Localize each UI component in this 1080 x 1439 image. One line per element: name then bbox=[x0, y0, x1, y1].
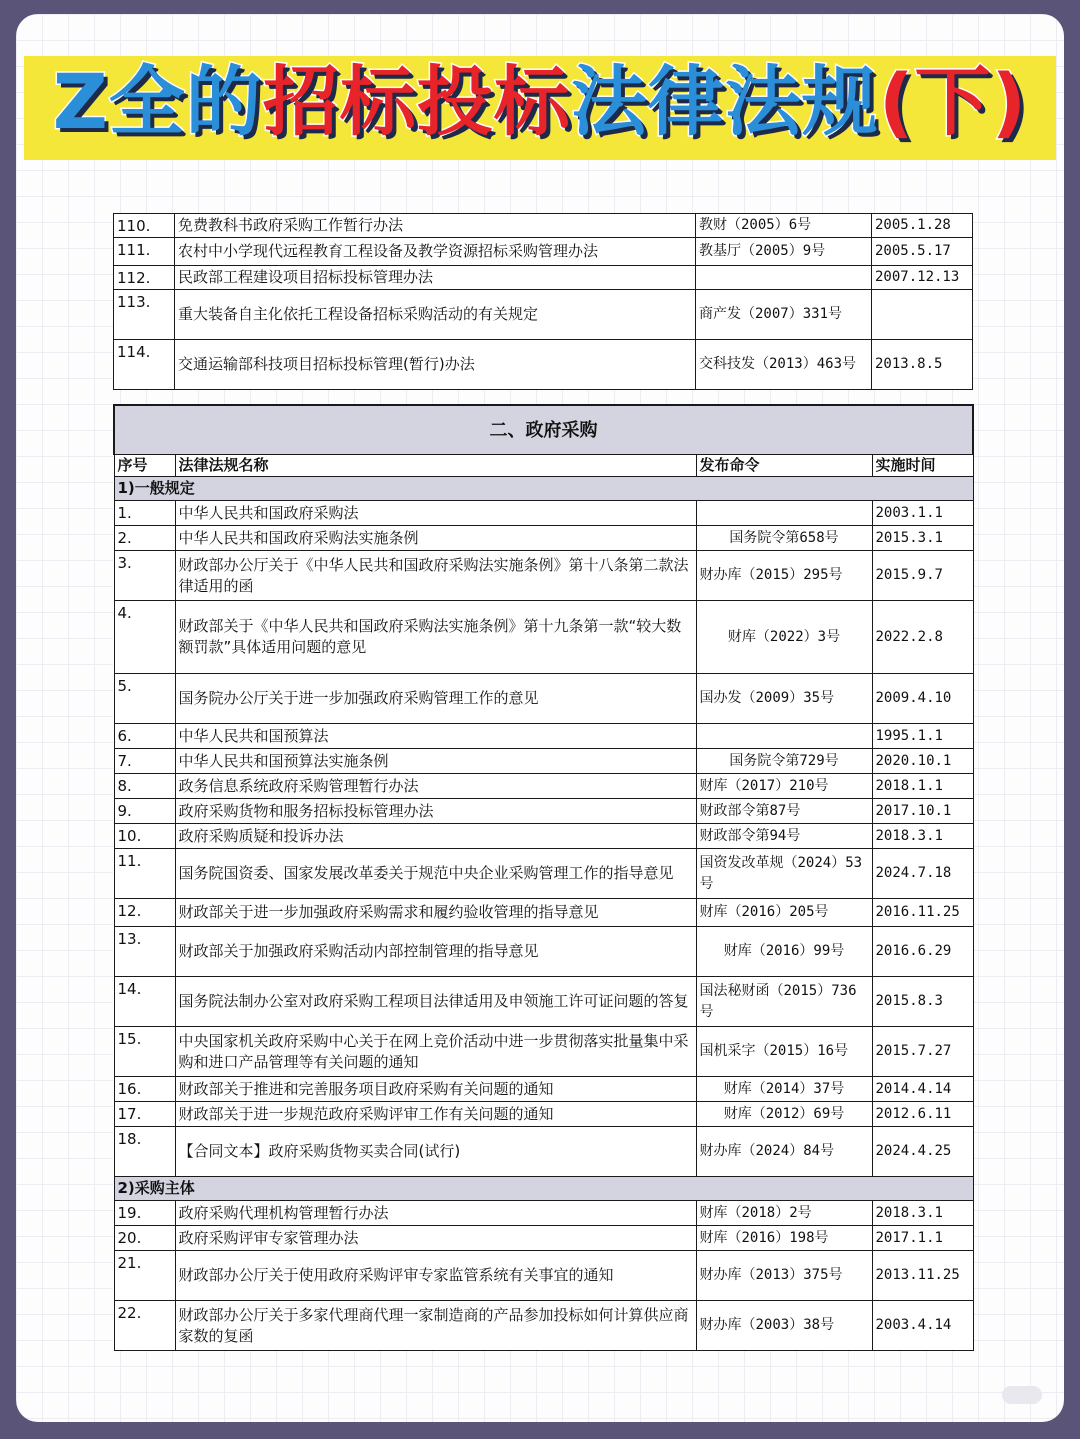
row-law-name: 中华人民共和国政府采购法 bbox=[175, 501, 696, 526]
row-issuing-order: 财办库（2013）375号 bbox=[696, 1251, 872, 1301]
row-law-name: 中华人民共和国预算法 bbox=[175, 724, 696, 749]
row-issuing-order: 国资发改革规（2024）53号 bbox=[696, 849, 872, 899]
row-effective-date: 2007.12.13 bbox=[872, 266, 973, 290]
row-number: 11. bbox=[114, 849, 175, 899]
row-number: 22. bbox=[114, 1301, 175, 1351]
row-number: 12. bbox=[114, 899, 175, 927]
row-issuing-order: 财政部令第94号 bbox=[696, 824, 872, 849]
row-effective-date: 2005.5.17 bbox=[872, 238, 973, 266]
table-row bbox=[114, 1102, 973, 1127]
row-law-name: 财政部关于推进和完善服务项目政府采购有关问题的通知 bbox=[175, 1077, 696, 1102]
row-number: 3. bbox=[114, 551, 175, 601]
row-law-name: 中华人民共和国政府采购法实施条例 bbox=[175, 526, 696, 551]
row-issuing-order: 教财（2005）6号 bbox=[696, 214, 872, 238]
row-number: 20. bbox=[114, 1226, 175, 1251]
title-part-2: 招标投标 bbox=[262, 57, 571, 146]
table-row bbox=[114, 899, 973, 927]
row-number: 110. bbox=[114, 214, 175, 238]
table-row bbox=[114, 214, 973, 238]
group-general-provisions: 1)一般规定 bbox=[114, 477, 973, 501]
row-issuing-order: 国法秘财函（2015）736号 bbox=[696, 977, 872, 1027]
table-row bbox=[114, 674, 973, 724]
row-effective-date: 2013.11.25 bbox=[872, 1251, 973, 1301]
table-row bbox=[114, 340, 973, 390]
row-effective-date: 2005.1.28 bbox=[872, 214, 973, 238]
row-issuing-order: 财办库（2003）38号 bbox=[696, 1301, 872, 1351]
table-row bbox=[114, 526, 973, 551]
row-number: 16. bbox=[114, 1077, 175, 1102]
row-effective-date: 2013.8.5 bbox=[872, 340, 973, 390]
row-issuing-order: 财办库（2015）295号 bbox=[696, 551, 872, 601]
row-effective-date: 2003.4.14 bbox=[872, 1301, 973, 1351]
row-number: 13. bbox=[114, 927, 175, 977]
row-issuing-order bbox=[696, 724, 872, 749]
row-law-name: 财政部关于加强政府采购活动内部控制管理的指导意见 bbox=[175, 927, 696, 977]
row-number: 9. bbox=[114, 799, 175, 824]
table-row bbox=[114, 977, 973, 1027]
row-issuing-order: 国机采字（2015）16号 bbox=[696, 1027, 872, 1077]
row-effective-date: 2015.8.3 bbox=[872, 977, 973, 1027]
group-general-provisions-row bbox=[114, 477, 973, 501]
table-row bbox=[114, 601, 973, 674]
table-row bbox=[114, 290, 973, 340]
row-law-name: 财政部办公厅关于使用政府采购评审专家监管系统有关事宜的通知 bbox=[175, 1251, 696, 1301]
row-law-name: 政府采购货物和服务招标投标管理办法 bbox=[175, 799, 696, 824]
table-row bbox=[114, 1251, 973, 1301]
row-issuing-order: 商产发（2007）331号 bbox=[696, 290, 872, 340]
table-row bbox=[114, 824, 973, 849]
row-effective-date bbox=[872, 290, 973, 340]
row-effective-date: 2009.4.10 bbox=[872, 674, 973, 724]
row-issuing-order: 财库（2016）99号 bbox=[696, 927, 872, 977]
row-effective-date: 2014.4.14 bbox=[872, 1077, 973, 1102]
header-no: 序号 bbox=[114, 455, 175, 477]
row-number: 7. bbox=[114, 749, 175, 774]
table-row bbox=[114, 501, 973, 526]
row-law-name: 政府采购评审专家管理办法 bbox=[175, 1226, 696, 1251]
table-row bbox=[114, 266, 973, 290]
table-row bbox=[114, 1077, 973, 1102]
row-number: 4. bbox=[114, 601, 175, 674]
table-row bbox=[114, 1226, 973, 1251]
table-row bbox=[114, 238, 973, 266]
section-header-row bbox=[114, 405, 973, 455]
row-effective-date: 2012.6.11 bbox=[872, 1102, 973, 1127]
row-issuing-order: 国办发（2009）35号 bbox=[696, 674, 872, 724]
row-issuing-order: 国务院令第658号 bbox=[696, 526, 872, 551]
title-part-4: (下) bbox=[878, 57, 1028, 146]
row-issuing-order: 财办库（2024）84号 bbox=[696, 1127, 872, 1177]
header-cmd: 发布命令 bbox=[696, 455, 872, 477]
row-number: 8. bbox=[114, 774, 175, 799]
row-law-name: 国务院办公厅关于进一步加强政府采购管理工作的意见 bbox=[175, 674, 696, 724]
row-issuing-order bbox=[696, 266, 872, 290]
row-issuing-order: 财政部令第87号 bbox=[696, 799, 872, 824]
row-number: 6. bbox=[114, 724, 175, 749]
row-law-name: 财政部办公厅关于多家代理商代理一家制造商的产品参加投标如何计算供应商家数的复函 bbox=[175, 1301, 696, 1351]
row-number: 19. bbox=[114, 1201, 175, 1226]
row-number: 5. bbox=[114, 674, 175, 724]
row-effective-date: 1995.1.1 bbox=[872, 724, 973, 749]
table-row bbox=[114, 1301, 973, 1351]
row-number: 18. bbox=[114, 1127, 175, 1177]
row-issuing-order: 教基厅（2005）9号 bbox=[696, 238, 872, 266]
table-row bbox=[114, 1127, 973, 1177]
row-law-name: 国务院法制办公室对政府采购工程项目法律适用及申领施工许可证问题的答复 bbox=[175, 977, 696, 1027]
row-number: 2. bbox=[114, 526, 175, 551]
title-part-3: 法律法规 bbox=[570, 57, 879, 146]
row-issuing-order: 财库（2014）37号 bbox=[696, 1077, 872, 1102]
row-effective-date: 2022.2.8 bbox=[872, 601, 973, 674]
row-law-name: 中央国家机关政府采购中心关于在网上竞价活动中进一步贯彻落实批量集中采购和进口产品管理等有关问题的通知 bbox=[175, 1027, 696, 1077]
table-row bbox=[114, 1201, 973, 1226]
row-number: 111. bbox=[114, 238, 175, 266]
row-effective-date: 2017.1.1 bbox=[872, 1226, 973, 1251]
row-number: 17. bbox=[114, 1102, 175, 1127]
row-effective-date: 2015.3.1 bbox=[872, 526, 973, 551]
group-procurement-subjects-row bbox=[114, 1177, 973, 1201]
row-number: 112. bbox=[114, 266, 175, 290]
row-law-name: 交通运输部科技项目招标投标管理(暂行)办法 bbox=[175, 340, 696, 390]
table-row bbox=[114, 1027, 973, 1077]
row-number: 21. bbox=[114, 1251, 175, 1301]
table-row bbox=[114, 774, 973, 799]
regulations-table-continued bbox=[113, 213, 973, 390]
row-effective-date: 2016.11.25 bbox=[872, 899, 973, 927]
row-law-name: 【合同文本】政府采购货物买卖合同(试行) bbox=[175, 1127, 696, 1177]
table-row bbox=[114, 799, 973, 824]
row-issuing-order bbox=[696, 501, 872, 526]
row-law-name: 免费教科书政府采购工作暂行办法 bbox=[175, 214, 696, 238]
row-law-name: 政务信息系统政府采购管理暂行办法 bbox=[175, 774, 696, 799]
row-effective-date: 2015.9.7 bbox=[872, 551, 973, 601]
watermark-badge bbox=[1002, 1386, 1042, 1404]
row-number: 1. bbox=[114, 501, 175, 526]
group-procurement-subjects: 2)采购主体 bbox=[114, 1177, 973, 1201]
row-issuing-order: 国务院令第729号 bbox=[696, 749, 872, 774]
row-effective-date: 2018.3.1 bbox=[872, 1201, 973, 1226]
row-number: 113. bbox=[114, 290, 175, 340]
row-law-name: 政府采购代理机构管理暂行办法 bbox=[175, 1201, 696, 1226]
row-number: 15. bbox=[114, 1027, 175, 1077]
title-part-1: Z全的 bbox=[52, 57, 263, 146]
row-law-name: 重大装备自主化依托工程设备招标采购活动的有关规定 bbox=[175, 290, 696, 340]
row-number: 10. bbox=[114, 824, 175, 849]
header-date: 实施时间 bbox=[872, 455, 973, 477]
row-effective-date: 2003.1.1 bbox=[872, 501, 973, 526]
row-issuing-order: 交科技发（2013）463号 bbox=[696, 340, 872, 390]
row-issuing-order: 财库（2017）210号 bbox=[696, 774, 872, 799]
table-row bbox=[114, 724, 973, 749]
section-title: 二、政府采购 bbox=[114, 405, 973, 455]
row-issuing-order: 财库（2016）198号 bbox=[696, 1226, 872, 1251]
row-issuing-order: 财库（2018）2号 bbox=[696, 1201, 872, 1226]
row-law-name: 财政部关于进一步加强政府采购需求和履约验收管理的指导意见 bbox=[175, 899, 696, 927]
row-law-name: 财政部关于进一步规范政府采购评审工作有关问题的通知 bbox=[175, 1102, 696, 1127]
row-law-name: 国务院国资委、国家发展改革委关于规范中央企业采购管理工作的指导意见 bbox=[175, 849, 696, 899]
page-title bbox=[16, 42, 1064, 162]
row-effective-date: 2024.4.25 bbox=[872, 1127, 973, 1177]
row-effective-date: 2018.3.1 bbox=[872, 824, 973, 849]
row-effective-date: 2024.7.18 bbox=[872, 849, 973, 899]
table-row bbox=[114, 849, 973, 899]
row-law-name: 农村中小学现代远程教育工程设备及教学资源招标采购管理办法 bbox=[175, 238, 696, 266]
government-procurement-table bbox=[113, 404, 974, 1351]
row-law-name: 政府采购质疑和投诉办法 bbox=[175, 824, 696, 849]
document-page bbox=[16, 14, 1064, 1422]
column-header-row bbox=[114, 455, 973, 477]
row-law-name: 财政部办公厅关于《中华人民共和国政府采购法实施条例》第十八条第二款法律适用的函 bbox=[175, 551, 696, 601]
table-row bbox=[114, 749, 973, 774]
row-effective-date: 2020.10.1 bbox=[872, 749, 973, 774]
row-effective-date: 2015.7.27 bbox=[872, 1027, 973, 1077]
row-number: 14. bbox=[114, 977, 175, 1027]
row-issuing-order: 财库（2012）69号 bbox=[696, 1102, 872, 1127]
table-row bbox=[114, 551, 973, 601]
row-effective-date: 2016.6.29 bbox=[872, 927, 973, 977]
row-law-name: 民政部工程建设项目招标投标管理办法 bbox=[175, 266, 696, 290]
header-name: 法律法规名称 bbox=[175, 455, 696, 477]
table-row bbox=[114, 927, 973, 977]
row-effective-date: 2017.10.1 bbox=[872, 799, 973, 824]
row-law-name: 财政部关于《中华人民共和国政府采购法实施条例》第十九条第一款“较大数额罚款”具体适用问题的意见 bbox=[175, 601, 696, 674]
row-number: 114. bbox=[114, 340, 175, 390]
row-issuing-order: 财库（2022）3号 bbox=[696, 601, 872, 674]
row-issuing-order: 财库（2016）205号 bbox=[696, 899, 872, 927]
row-law-name: 中华人民共和国预算法实施条例 bbox=[175, 749, 696, 774]
row-effective-date: 2018.1.1 bbox=[872, 774, 973, 799]
